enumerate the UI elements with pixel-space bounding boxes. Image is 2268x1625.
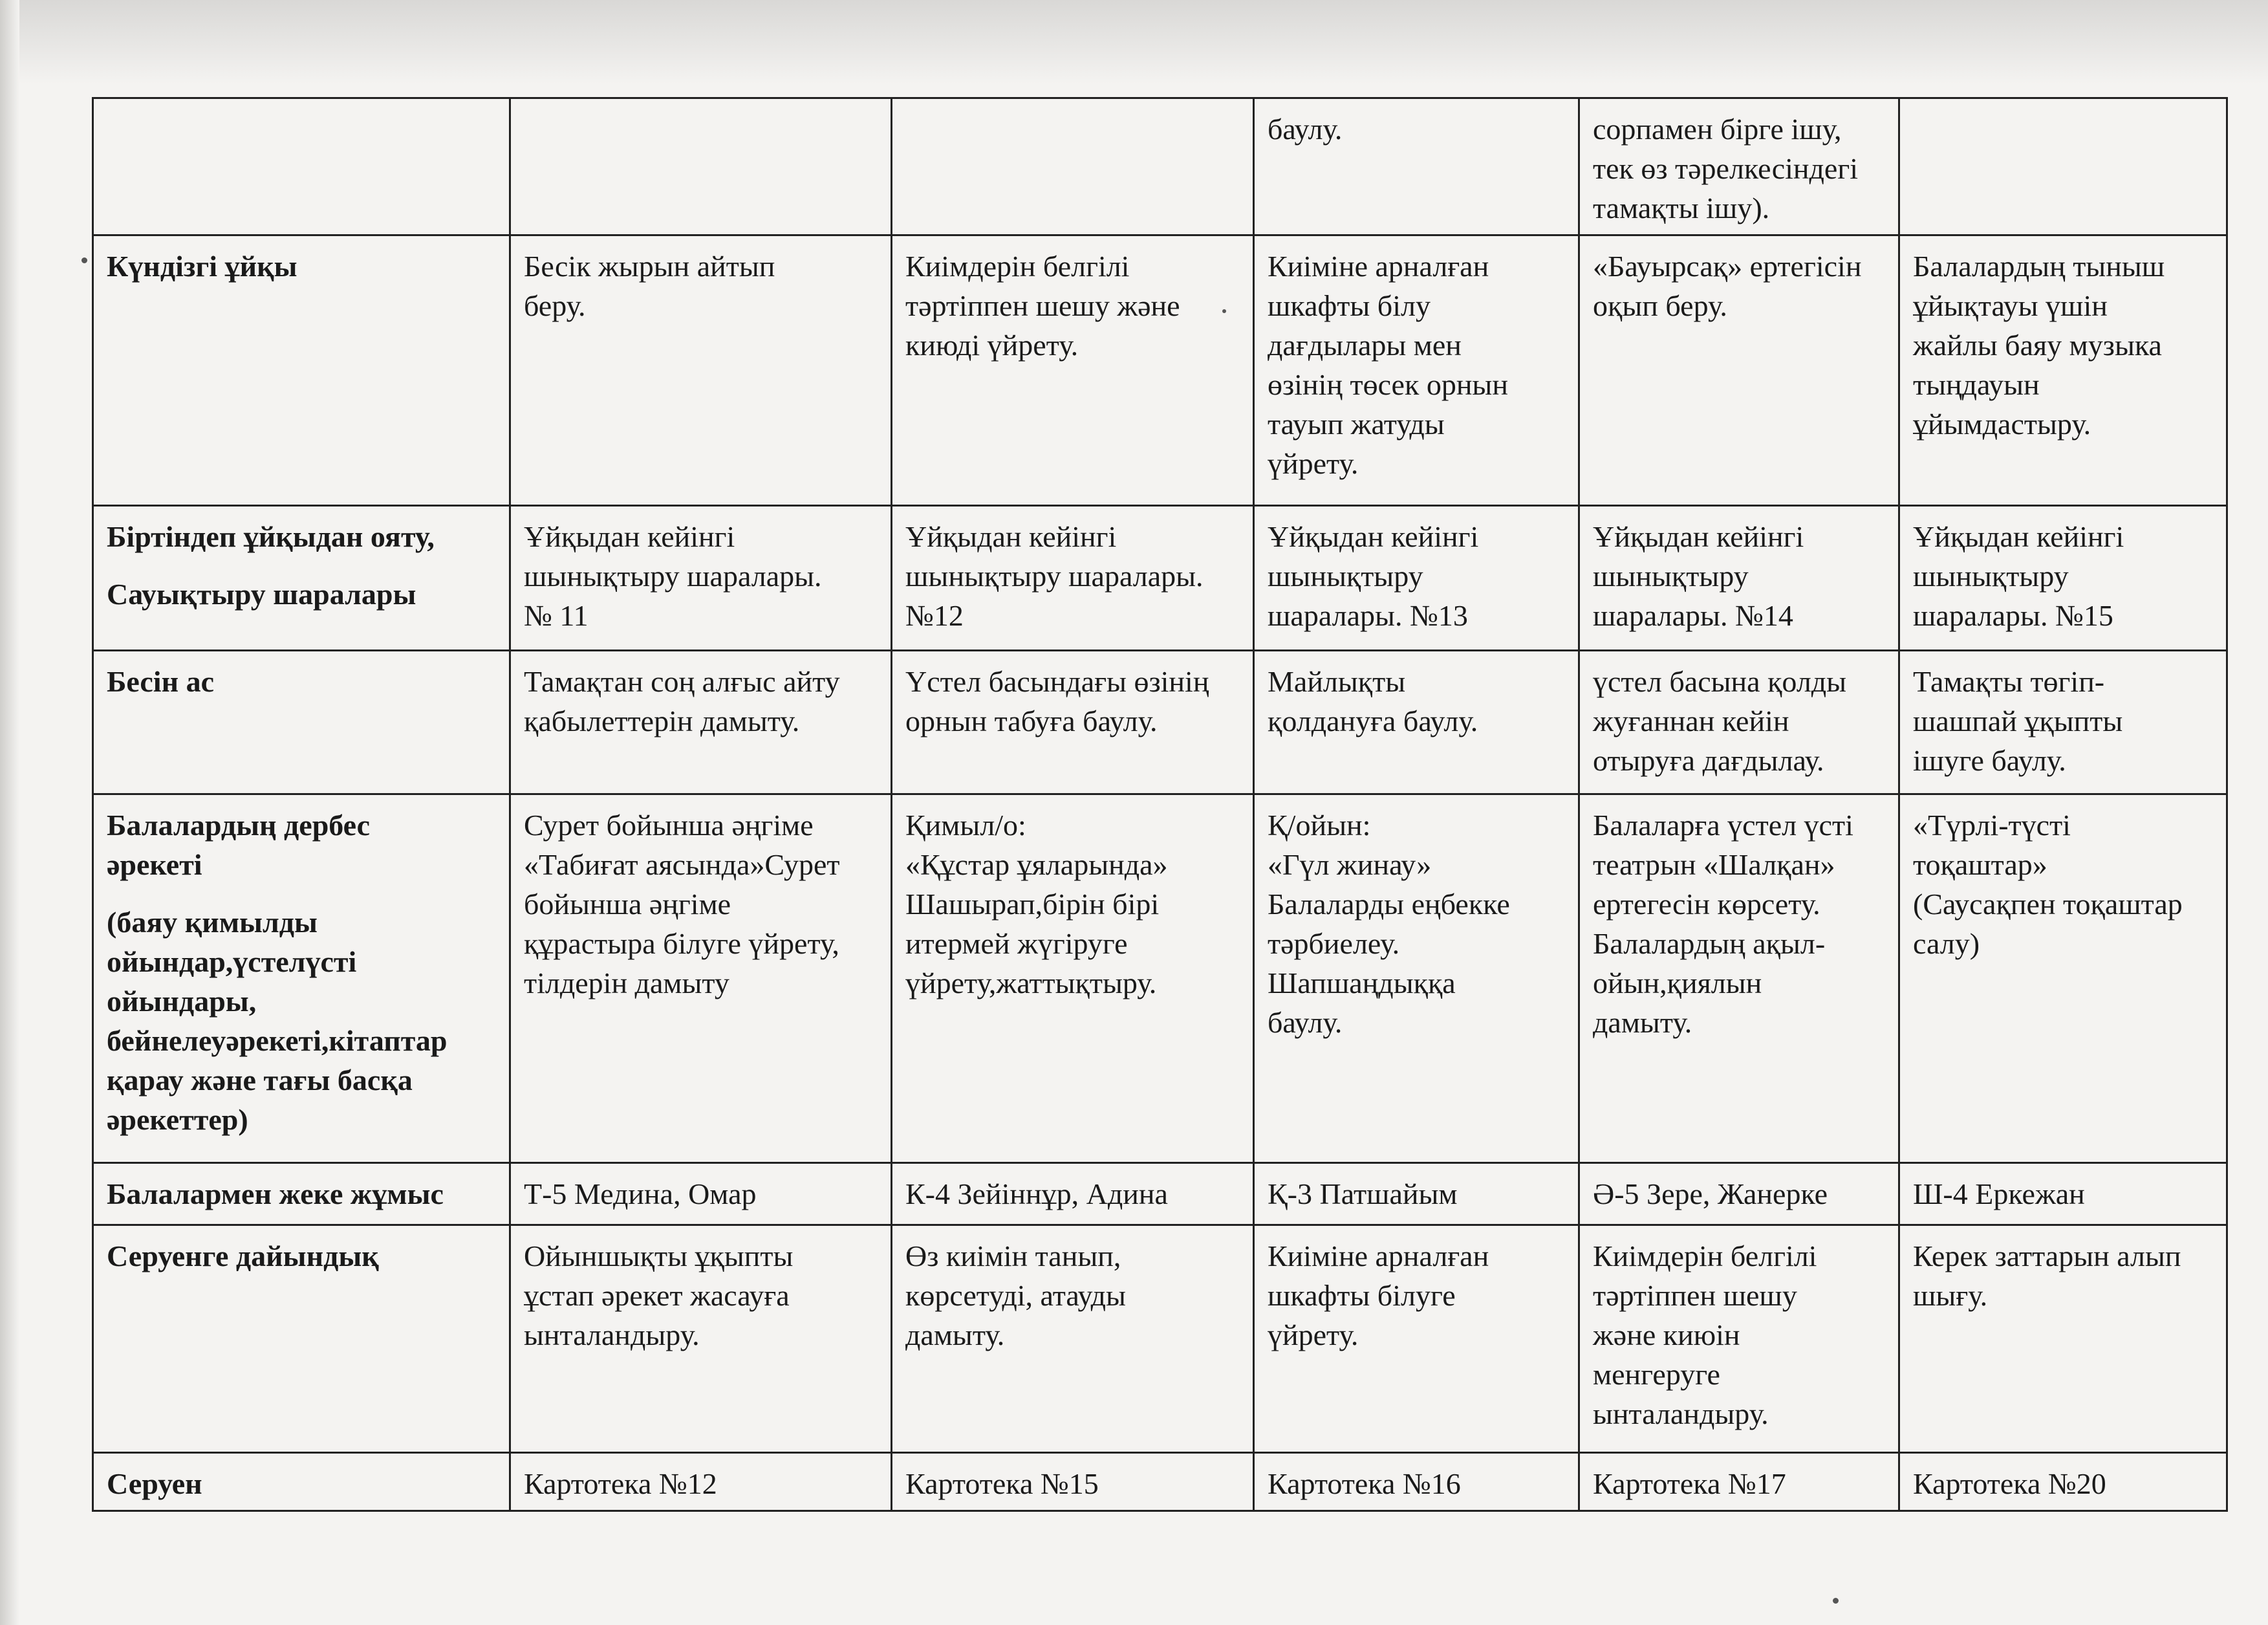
table-row (93, 1453, 2227, 1511)
table-cell: Ұйқыдан кейінгі шынықтыру шаралары. №12 (892, 506, 1254, 651)
table-cell: Киіміне арналған шкафты білуге үйрету. (1254, 1225, 1579, 1453)
table-row (93, 235, 2227, 506)
table-cell: Үстел басындағы өзінің орнын табуға баулу. (892, 651, 1254, 794)
table-cell (510, 98, 892, 235)
table-cell: Ойыншықты ұқыпты ұстап әрекет жасауға ынталандыру. (510, 1225, 892, 1453)
page-top-shadow (0, 0, 2268, 84)
row-label (93, 506, 510, 651)
table-row (93, 651, 2227, 794)
row-label: Серуенге дайындық (93, 1225, 510, 1453)
row-label-line: Біртіндеп ұйқыдан ояту, (107, 520, 435, 553)
row-label-line: (баяу қимылды ойындар,үстелүсті ойындары, бейнелеуәрекеті,кітаптар қарау және тағы басқа әрекеттер) (107, 906, 448, 1136)
table-cell: Балалардың тыныш ұйықтауы үшін жайлы баяу музыка тыңдауын ұйымдастыру. (1899, 235, 2227, 506)
table-cell: «Бауырсақ» ертегісін оқып беру. (1579, 235, 1899, 506)
table-row (93, 506, 2227, 651)
table-cell: Картотека №12 (510, 1453, 892, 1511)
page-left-edge (0, 0, 19, 1625)
table-cell (1899, 98, 2227, 235)
table-cell: сорпамен бірге ішу, тек өз тәрелкесіндегі тамақты ішу). (1579, 98, 1899, 235)
table-cell: Балаларға үстел үсті театрын «Шалқан» ертегесін көрсету. Балалардың ақыл- ойын,қиялын дамыту. (1579, 794, 1899, 1163)
scan-speck (81, 257, 87, 263)
table-cell: Киімдерін белгілі тәртіппен шешу және киюді үйрету. (892, 235, 1254, 506)
table-cell: Ш-4 Еркежан (1899, 1163, 2227, 1225)
table-cell: Картотека №15 (892, 1453, 1254, 1511)
daily-plan-table (92, 97, 2228, 1512)
table-row (93, 794, 2227, 1163)
table-cell (892, 98, 1254, 235)
row-label-line: Сауықтыру шаралары (107, 578, 416, 611)
table-cell: Ұйқыдан кейінгі шынықтыру шаралары. №13 (1254, 506, 1579, 651)
table-cell: Картотека №20 (1899, 1453, 2227, 1511)
row-label: Күндізгі ұйқы (93, 235, 510, 506)
table-cell: Ұйқыдан кейінгі шынықтыру шаралары. №14 (1579, 506, 1899, 651)
row-label: Серуен (93, 1453, 510, 1511)
table-cell: Картотека №16 (1254, 1453, 1579, 1511)
table-cell: Қ/ойын: «Гүл жинау» Балаларды еңбекке тәрбиелеу. Шапшаңдыққа баулу. (1254, 794, 1579, 1163)
table-cell: Киімдерін белгілі тәртіппен шешу және киюін менгеруге ынталандыру. (1579, 1225, 1899, 1453)
row-label (93, 794, 510, 1163)
table-cell: Сурет бойынша әңгіме «Табиғат аясында»Сурет бойынша әңгіме құрастыра білуге үйрету, тілдерін дамыту (510, 794, 892, 1163)
table-cell: Өз киімін танып, көрсетуді, атауды дамыту. (892, 1225, 1254, 1453)
table-cell: үстел басына қолды жуғаннан кейін отыруға дағдылау. (1579, 651, 1899, 794)
table-row (93, 1225, 2227, 1453)
table-cell: Тамақтан соң алғыс айту қабылеттерін дамыту. (510, 651, 892, 794)
table-row (93, 1163, 2227, 1225)
table-cell: баулу. (1254, 98, 1579, 235)
table-cell: Қ-3 Патшайым (1254, 1163, 1579, 1225)
table-cell: Ұйқыдан кейінгі шынықтыру шаралары. № 11 (510, 506, 892, 651)
table-cell: Ұйқыдан кейінгі шынықтыру шаралары. №15 (1899, 506, 2227, 651)
table-cell: Ә-5 Зере, Жанерке (1579, 1163, 1899, 1225)
table-cell: Тамақты төгіп- шашпай ұқыпты ішуге баулу. (1899, 651, 2227, 794)
table-cell: К-4 Зейіннұр, Адина (892, 1163, 1254, 1225)
table-cell: «Түрлі-түсті тоқаштар» (Саусақпен тоқаштар салу) (1899, 794, 2227, 1163)
table-cell: Бесік жырын айтып беру. (510, 235, 892, 506)
row-label: Бесін ас (93, 651, 510, 794)
table-cell: Майлықты қолдануға баулу. (1254, 651, 1579, 794)
table-cell: Қимыл/о: «Құстар ұяларында» Шашырап,бірін бірі итермей жүгіруге үйрету,жаттықтыру. (892, 794, 1254, 1163)
table-row (93, 98, 2227, 235)
table-cell: Киіміне арналған шкафты білу дағдылары мен өзінің төсек орнын тауып жатуды үйрету. (1254, 235, 1579, 506)
row-label-line: Балалардың дербес әрекеті (107, 809, 371, 881)
scan-speck (1833, 1598, 1839, 1604)
row-label: Балалармен жеке жұмыс (93, 1163, 510, 1225)
table-cell: Керек заттарын алып шығу. (1899, 1225, 2227, 1453)
table-cell: Картотека №17 (1579, 1453, 1899, 1511)
table-cell: Т-5 Медина, Омар (510, 1163, 892, 1225)
row-label (93, 98, 510, 235)
